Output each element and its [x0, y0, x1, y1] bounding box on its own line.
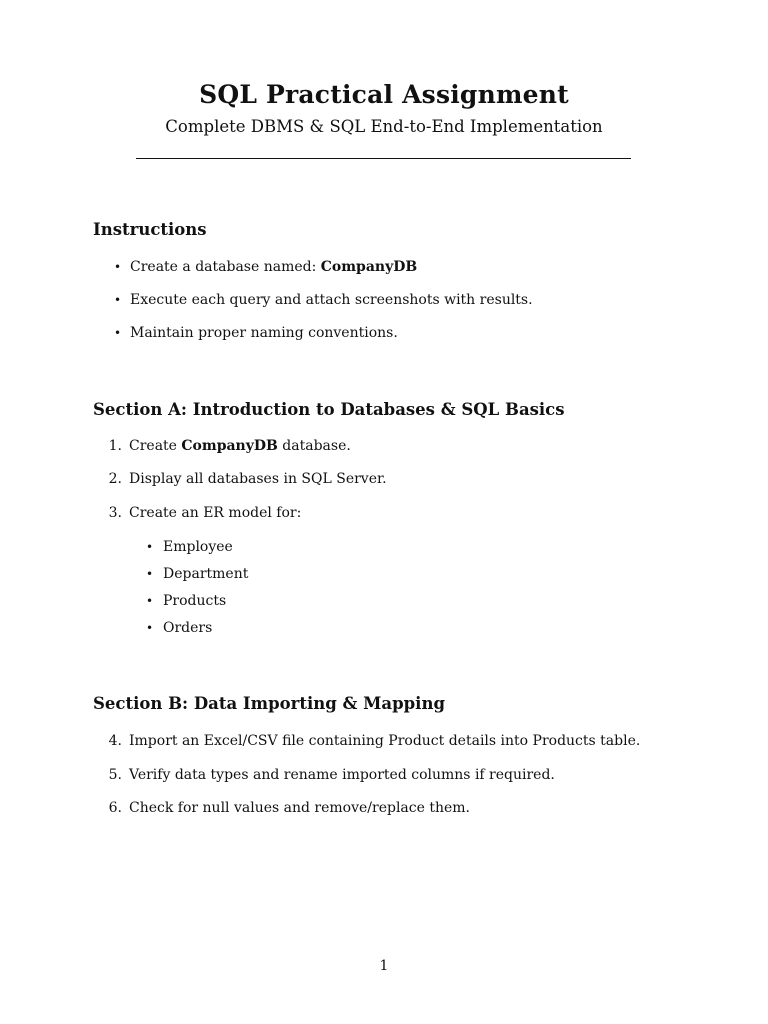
list-number: 6. — [108, 800, 122, 816]
document-title: SQL Practical Assignment — [199, 80, 569, 109]
list-number: 3. — [108, 505, 122, 521]
bullet-icon: • — [146, 540, 154, 554]
list-number: 1. — [108, 438, 122, 454]
database-name: CompanyDB — [181, 438, 278, 454]
title-divider — [136, 158, 631, 159]
document-subtitle: Complete DBMS & SQL End-to-End Implementation — [165, 117, 603, 136]
er-entity-department: Department — [163, 566, 249, 582]
bullet-icon: • — [146, 594, 154, 608]
section-a-item-3: Create an ER model for: — [129, 505, 302, 521]
list-number: 2. — [108, 471, 122, 487]
bullet-icon: • — [114, 260, 122, 274]
er-entity-orders: Orders — [163, 620, 213, 636]
section-a-heading: Section A: Introduction to Databases & SQL Basics — [93, 400, 565, 419]
section-a-item-1: Create CompanyDB database. — [129, 438, 351, 454]
database-name: CompanyDB — [320, 259, 418, 275]
er-entity-employee: Employee — [163, 539, 233, 555]
section-b-heading: Section B: Data Importing & Mapping — [93, 694, 445, 713]
instruction-item-1: Create a database named: CompanyDB — [130, 259, 418, 275]
bullet-icon: • — [146, 621, 154, 635]
list-number: 5. — [108, 767, 122, 783]
bullet-icon: • — [114, 326, 122, 340]
list-number: 4. — [108, 733, 122, 749]
er-entity-products: Products — [163, 593, 227, 609]
instruction-item-2: Execute each query and attach screenshots with results. — [130, 292, 533, 308]
instruction-item-3: Maintain proper naming conventions. — [130, 325, 398, 341]
section-a-item-2: Display all databases in SQL Server. — [129, 471, 387, 487]
bullet-icon: • — [114, 293, 122, 307]
page-number: 1 — [379, 958, 389, 974]
instructions-heading: Instructions — [93, 220, 207, 239]
section-b-item-4: Import an Excel/CSV file containing Product details into Products table. — [129, 733, 641, 749]
section-b-item-5: Verify data types and rename imported columns if required. — [129, 767, 555, 783]
bullet-icon: • — [146, 567, 154, 581]
section-b-item-6: Check for null values and remove/replace them. — [129, 800, 471, 816]
